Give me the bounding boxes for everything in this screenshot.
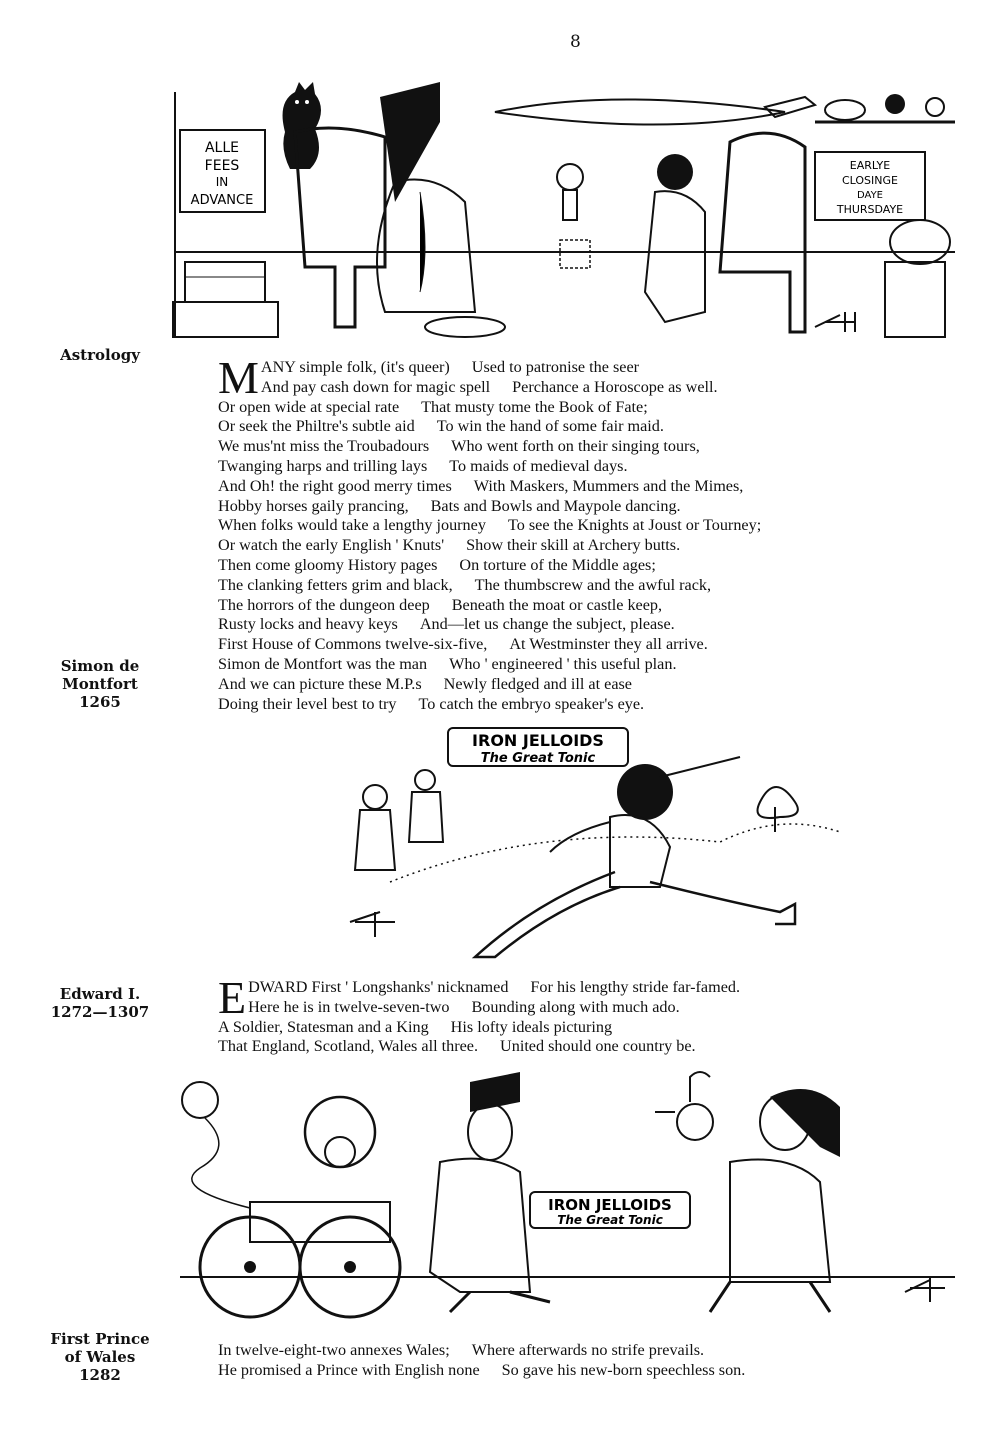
cat-figure bbox=[283, 82, 321, 169]
verse-line bbox=[218, 596, 761, 616]
longshanks-illustration bbox=[330, 722, 850, 967]
verse-line bbox=[218, 556, 761, 576]
verse-line bbox=[218, 1037, 710, 1057]
verse-line bbox=[218, 675, 761, 695]
ad2-tagline: The Great Tonic bbox=[557, 1213, 663, 1227]
verse-half-a: He promised a Prince with English none bbox=[218, 1360, 480, 1379]
verse-half-b: Newly fledged and ill at ease bbox=[443, 674, 632, 693]
verse-line bbox=[218, 398, 761, 418]
verse-half-b: On torture of the Middle ages; bbox=[459, 555, 656, 574]
verse-line bbox=[218, 655, 761, 675]
verse-line bbox=[218, 695, 761, 715]
verse-half-b: Bounding along with much ado. bbox=[471, 997, 680, 1016]
verse-half-b: Used to patronise the seer bbox=[471, 358, 640, 376]
side-label-simon-de-montfort: Simon de Montfort 1265 bbox=[60, 657, 140, 711]
verse-half-b: So gave his new-born speechless son. bbox=[501, 1360, 746, 1379]
sign-fees-3: IN bbox=[215, 175, 229, 189]
prince-of-wales-illustration bbox=[170, 1062, 960, 1327]
verse-half-b: The thumbscrew and the awful rack, bbox=[474, 575, 712, 594]
sign-closing-4: THURSDAYE bbox=[836, 203, 904, 216]
verse-half-b: United should one country be. bbox=[500, 1037, 696, 1056]
verse-half-b: Who went forth on their singing tours, bbox=[451, 437, 700, 456]
verse-edward bbox=[218, 972, 741, 1057]
sign-closing-1: EARLYE bbox=[849, 159, 891, 172]
verse-half-a: And we can picture these M.P.s bbox=[218, 674, 422, 693]
verse-first-prince bbox=[218, 1341, 745, 1381]
side-label-astrology: Astrology bbox=[60, 346, 140, 364]
verse-line bbox=[218, 1018, 710, 1038]
verse-line bbox=[218, 457, 761, 477]
verse-line bbox=[218, 576, 761, 596]
verse-half-a: And pay cash down for magic spell bbox=[260, 377, 491, 396]
verse-half-a: Then come gloomy History pages bbox=[218, 555, 438, 574]
sign-closing-3: DAYE bbox=[856, 190, 884, 201]
sign-fees-1: ALLE bbox=[204, 140, 240, 156]
verse-half-a: Twanging harps and trilling lays bbox=[218, 456, 428, 475]
ad1-brand: IRON JELLOIDS bbox=[472, 731, 604, 750]
verse-half-b: Show their skill at Archery butts. bbox=[466, 536, 681, 555]
verse-half-b: Who ' engineered ' this useful plan. bbox=[449, 654, 677, 673]
ad1-tagline: The Great Tonic bbox=[480, 751, 596, 766]
verse-line bbox=[218, 516, 761, 536]
verse-half-b: And—let us change the subject, please. bbox=[419, 615, 675, 634]
verse-half-b: To see the Knights at Joust or Tourney; bbox=[507, 516, 762, 535]
verse-half-a: First House of Commons twelve-six-five, bbox=[218, 635, 488, 654]
verse-line bbox=[218, 497, 761, 517]
verse-half-b: Perchance a Horoscope as well. bbox=[512, 377, 718, 396]
verse-line bbox=[218, 978, 741, 998]
verse-line bbox=[218, 998, 710, 1018]
verse-half-a: ANY simple folk, (it's queer) bbox=[260, 358, 450, 376]
verse-line bbox=[218, 417, 761, 437]
sign-fees-4: ADVANCE bbox=[190, 193, 254, 208]
verse-half-b: That musty tome the Book of Fate; bbox=[421, 397, 648, 416]
verse-half-a: When folks would take a lengthy journey bbox=[218, 516, 486, 535]
verse-line bbox=[218, 437, 761, 457]
verse-half-a: Here he is in twelve-seven-two bbox=[248, 997, 450, 1016]
verse-half-b: To win the hand of some fair maid. bbox=[436, 417, 664, 436]
verse-half-b: Where afterwards no strife prevails. bbox=[471, 1341, 705, 1359]
dropcap-m: M bbox=[218, 352, 259, 403]
verse-half-b: For his lengthy stride far-famed. bbox=[530, 978, 741, 996]
verse-half-a: Or open wide at special rate bbox=[218, 397, 400, 416]
verse-half-b: At Westminster they all arrive. bbox=[509, 635, 708, 654]
verse-line bbox=[218, 635, 761, 655]
verse-half-b: With Maskers, Mummers and the Mimes, bbox=[473, 476, 744, 495]
verse-line bbox=[218, 1341, 745, 1361]
verse-half-a: The clanking fetters grim and black, bbox=[218, 575, 453, 594]
sign-fees-2: FEES bbox=[204, 158, 240, 174]
verse-line bbox=[218, 358, 761, 378]
verse-half-a: Rusty locks and heavy keys bbox=[218, 615, 398, 634]
verse-half-b: To maids of medieval days. bbox=[449, 456, 628, 475]
side-label-first-prince: First Prince of Wales 1282 bbox=[50, 1330, 150, 1384]
verse-line bbox=[218, 615, 761, 635]
verse-half-a: The horrors of the dungeon deep bbox=[218, 595, 430, 614]
verse-half-b: To catch the embryo speaker's eye. bbox=[418, 694, 645, 713]
verse-line bbox=[218, 378, 761, 398]
page-number: 8 bbox=[570, 32, 581, 52]
verse-half-a: DWARD First ' Longshanks' nicknamed bbox=[248, 978, 509, 996]
verse-line bbox=[218, 1361, 745, 1381]
verse-half-a: Hobby horses gaily prancing, bbox=[218, 496, 409, 515]
verse-half-a: A Soldier, Statesman and a King bbox=[218, 1017, 429, 1036]
ad2-brand: IRON JELLOIDS bbox=[548, 1196, 672, 1214]
verse-half-a: That England, Scotland, Wales all three. bbox=[218, 1037, 479, 1056]
verse-half-a: Or watch the early English ' Knuts' bbox=[218, 536, 445, 555]
verse-line bbox=[218, 536, 761, 556]
verse-astrology bbox=[218, 352, 762, 714]
verse-half-a: Simon de Montfort was the man bbox=[218, 654, 428, 673]
sign-closing-2: CLOSINGE bbox=[841, 174, 899, 187]
verse-half-b: Bats and Bowls and Maypole dancing. bbox=[430, 496, 681, 515]
verse-half-a: We mus'nt miss the Troubadours bbox=[218, 437, 430, 456]
verse-half-a: Or seek the Philtre's subtle aid bbox=[218, 417, 415, 436]
dropcap-e: E bbox=[218, 972, 247, 1023]
verse-line bbox=[218, 477, 761, 497]
verse-half-a: And Oh! the right good merry times bbox=[218, 476, 452, 495]
astrology-illustration bbox=[165, 72, 965, 342]
verse-half-b: Beneath the moat or castle keep, bbox=[451, 595, 663, 614]
verse-half-a: Doing their level best to try bbox=[218, 694, 397, 713]
side-label-edward: Edward I. 1272—1307 bbox=[50, 985, 150, 1021]
verse-half-b: His lofty ideals picturing bbox=[450, 1017, 613, 1036]
verse-half-a: In twelve-eight-two annexes Wales; bbox=[218, 1341, 450, 1359]
